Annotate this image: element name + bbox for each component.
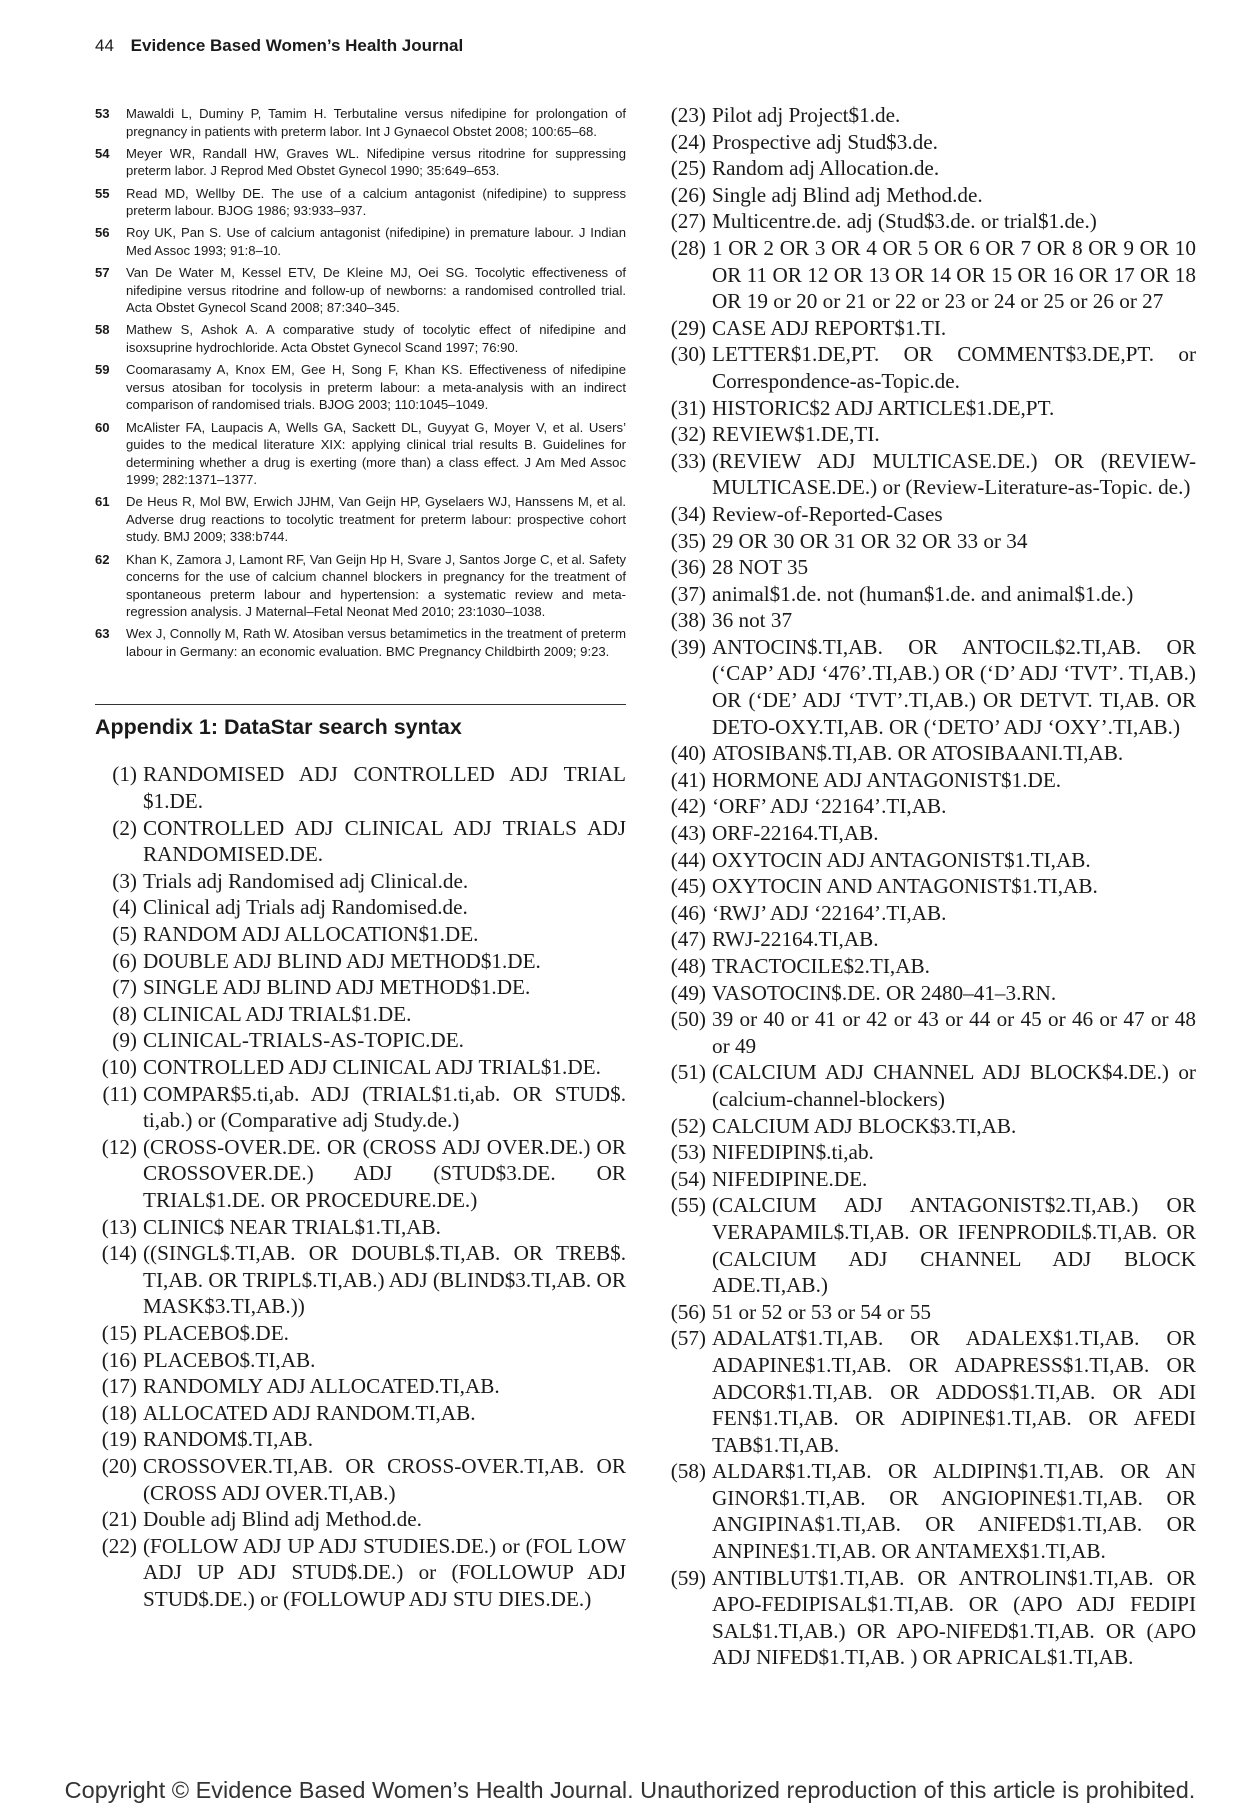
syntax-item	[664, 235, 1196, 315]
reference-number: 59	[95, 362, 110, 378]
syntax-item	[664, 980, 1196, 1007]
syntax-number: (24)	[670, 129, 706, 154]
syntax-number: (6)	[112, 948, 137, 973]
reference-item	[95, 361, 626, 414]
syntax-text: Clinical adj Trials adj Randomised.de.	[143, 895, 468, 920]
syntax-text: Double adj Blind adj Method.de.	[143, 1507, 422, 1532]
syntax-number: (54)	[670, 1166, 706, 1191]
syntax-text: COMPAR$5.ti,ab. ADJ (TRIAL$1.ti,ab. OR STUD$. ti,ab.) or (Comparative adj Study.de.)	[143, 1081, 626, 1133]
syntax-text: RANDOM ADJ ALLOCATION$1.DE.	[143, 922, 479, 947]
reference-item	[95, 551, 626, 621]
syntax-item	[95, 1506, 626, 1533]
syntax-text: (CALCIUM ADJ CHANNEL ADJ BLOCK$4.DE.) or (calcium-channel-blockers)	[712, 1060, 1196, 1111]
syntax-item	[664, 501, 1196, 528]
syntax-item	[664, 873, 1196, 900]
syntax-item	[664, 634, 1196, 740]
syntax-text: DOUBLE ADJ BLIND ADJ METHOD$1.DE.	[143, 948, 541, 973]
syntax-number: (39)	[670, 634, 706, 659]
reference-text: De Heus R, Mol BW, Erwich JJHM, Van Geijn HP, Gyselaers WJ, Hanssens M, et al. Adverse drug reactions to tocolytic treatment for preterm labour: prospective cohort study. BMJ 2009; 338:b744.	[126, 494, 626, 545]
syntax-number: (12)	[101, 1134, 137, 1159]
reference-text: Khan K, Zamora J, Lamont RF, Van Geijn Hp H, Svare J, Santos Jorge C, et al. Safety concerns for the use of calcium channel blockers in pregnancy for the treatment of spontaneous preterm labour and hypertension: a systematic review and meta-regression analysis. J Maternal–Fetal Neonat Med 2010; 23:1030–1038.	[126, 551, 626, 620]
syntax-number: (38)	[670, 608, 706, 633]
syntax-number: (3)	[112, 868, 137, 893]
syntax-number: (59)	[670, 1565, 706, 1590]
reference-number: 62	[95, 551, 110, 567]
syntax-item	[664, 182, 1196, 209]
syntax-text: ‘ORF’ ADJ ‘22164’.TI,AB.	[712, 794, 947, 819]
syntax-number: (9)	[112, 1028, 137, 1053]
syntax-number: (34)	[670, 501, 706, 526]
syntax-number: (49)	[670, 980, 706, 1005]
syntax-text: ATOSIBAN$.TI,AB. OR ATOSIBAANI.TI,AB.	[712, 741, 1124, 766]
syntax-number: (8)	[112, 1001, 137, 1026]
syntax-item	[664, 554, 1196, 581]
journal-title: Evidence Based Women’s Health Journal	[130, 36, 464, 55]
syntax-number: (47)	[670, 927, 706, 952]
syntax-text: animal$1.de. not (human$1.de. and animal$1.de.)	[712, 581, 1134, 606]
reference-text: Roy UK, Pan S. Use of calcium antagonist (nifedipine) in premature labour. J Indian Med Assoc 1993; 91:8–10.	[126, 225, 626, 258]
syntax-item	[664, 581, 1196, 608]
syntax-number: (14)	[101, 1241, 137, 1266]
syntax-number: (41)	[670, 767, 706, 792]
syntax-item	[664, 607, 1196, 634]
syntax-item	[664, 1006, 1196, 1059]
syntax-item	[664, 208, 1196, 235]
syntax-number: (21)	[101, 1507, 137, 1532]
syntax-number: (7)	[112, 975, 137, 1000]
syntax-text: ((SINGL$.TI,AB. OR DOUBL$.TI,AB. OR TREB$. TI,AB. OR TRIPL$.TI,AB.) ADJ (BLIND$3.TI,AB. OR MASK$3.TI,AB.))	[143, 1241, 626, 1319]
reference-text: Van De Water M, Kessel ETV, De Kleine MJ, Oei SG. Tocolytic effectiveness of nifedipine versus ritodrine and follow-up of newborns: a randomised controlled trial. Acta Obstet Gynecol Scand 2008; 87:340–345.	[126, 265, 626, 316]
syntax-item	[95, 1054, 626, 1081]
syntax-number: (51)	[670, 1060, 706, 1085]
syntax-text: CONTROLLED ADJ CLINICAL ADJ TRIALS ADJ RANDOMISED.DE.	[143, 815, 626, 867]
reference-number: 53	[95, 106, 110, 121]
syntax-item	[95, 1347, 626, 1374]
syntax-number: (25)	[670, 156, 706, 181]
reference-number: 61	[95, 494, 110, 510]
reference-text: McAlister FA, Laupacis A, Wells GA, Sackett DL, Guyyat G, Moyer V, et al. Users’ guides to the medical literature XIX: applying clinical trial results B. Guidelines for determining whether a drug is exerting (more than) a class effect. J Am Med Assoc 1999; 282:1371–1377.	[126, 419, 626, 488]
syntax-text: OXYTOCIN ADJ ANTAGONIST$1.TI,AB.	[712, 847, 1091, 872]
reference-number: 57	[95, 265, 110, 281]
reference-item	[95, 224, 626, 259]
syntax-number: (48)	[670, 954, 706, 978]
reference-number: 54	[95, 145, 110, 161]
syntax-number: (46)	[670, 900, 706, 925]
syntax-number: (22)	[101, 1533, 137, 1558]
reference-number: 56	[95, 225, 110, 241]
syntax-text: 1 OR 2 OR 3 OR 4 OR 5 OR 6 OR 7 OR 8 OR 9 OR 10 OR 11 OR 12 OR 13 OR 14 OR 15 OR 16 OR 17 OR 18 OR 19 or 20 or 21 or 22 or 23 or 24 or 25 or 26 or 27	[712, 235, 1196, 314]
reference-item	[95, 105, 626, 140]
syntax-item	[664, 1325, 1196, 1458]
syntax-item	[95, 1533, 626, 1613]
reference-text: Read MD, Wellby DE. The use of a calcium antagonist (nifedipine) to suppress preterm labour. BJOG 1986; 93:933–937.	[126, 185, 626, 219]
syntax-item	[95, 1214, 626, 1241]
reference-text: Mawaldi L, Duminy P, Tamim H. Terbutaline versus nifedipine for prolongation of pregnancy in patients with preterm labor. Int J Gynaecol Obstet 2008; 100:65–68.	[126, 106, 626, 139]
syntax-item	[95, 1001, 626, 1028]
syntax-number: (40)	[670, 741, 706, 766]
syntax-text: ADALAT$1.TI,AB. OR ADALEX$1.TI,AB. OR ADAPINE$1.TI,AB. OR ADAPRESS$1.TI,AB. OR ADCOR$1.TI,AB. OR ADDOS$1.TI,AB. OR ADI FEN$1.TI,AB. OR ADIPINE$1.TI,AB. OR AFEDI TAB$1.TI,AB.	[712, 1326, 1196, 1457]
syntax-item	[664, 953, 1196, 980]
syntax-text: CASE ADJ REPORT$1.TI.	[712, 315, 947, 340]
syntax-item	[95, 1081, 626, 1134]
syntax-text: ORF-22164.TI,AB.	[712, 821, 879, 846]
syntax-item	[664, 528, 1196, 555]
syntax-text: RANDOMISED ADJ CONTROLLED ADJ TRIAL $1.DE.	[143, 762, 626, 814]
syntax-text: ALLOCATED ADJ RANDOM.TI,AB.	[143, 1400, 476, 1425]
syntax-item	[95, 974, 626, 1001]
syntax-number: (1)	[112, 762, 137, 787]
reference-number: 63	[95, 626, 110, 642]
syntax-number: (10)	[101, 1055, 137, 1079]
syntax-number: (44)	[670, 847, 706, 872]
syntax-number: (53)	[670, 1140, 706, 1165]
syntax-text: ANTIBLUT$1.TI,AB. OR ANTROLIN$1.TI,AB. OR APO-FEDIPISAL$1.TI,AB. OR (APO ADJ FEDIPI SAL$1.TI,AB.) OR APO-NIFED$1.TI,AB. OR (APO ADJ NIFED$1.TI,AB. ) OR APRICAL$1.TI,AB.	[712, 1565, 1196, 1670]
syntax-item	[664, 820, 1196, 847]
syntax-item	[664, 421, 1196, 448]
syntax-number: (35)	[670, 528, 706, 553]
syntax-item	[664, 129, 1196, 156]
section-divider	[95, 704, 626, 705]
syntax-number: (16)	[101, 1347, 137, 1372]
syntax-number: (52)	[670, 1113, 706, 1138]
syntax-item	[664, 740, 1196, 767]
reference-item	[95, 625, 626, 660]
syntax-text: VASOTOCIN$.DE. OR 2480–41–3.RN.	[712, 980, 1057, 1005]
syntax-text: RANDOMLY ADJ ALLOCATED.TI,AB.	[143, 1374, 500, 1399]
syntax-number: (11)	[102, 1081, 137, 1106]
syntax-item	[664, 102, 1196, 129]
syntax-item	[664, 1192, 1196, 1298]
syntax-number: (43)	[670, 821, 706, 846]
syntax-number: (27)	[670, 209, 706, 234]
syntax-item	[664, 1565, 1196, 1671]
syntax-item	[95, 921, 626, 948]
syntax-item	[664, 793, 1196, 820]
reference-number: 58	[95, 322, 110, 338]
syntax-number: (29)	[670, 315, 706, 340]
syntax-item	[95, 1027, 626, 1054]
copyright-footer: Copyright © Evidence Based Women’s Health Journal. Unauthorized reproduction of this article is prohibited.	[64, 1777, 1196, 1803]
syntax-text: (CROSS-OVER.DE. OR (CROSS ADJ OVER.DE.) OR CROSSOVER.DE.) ADJ (STUD$3.DE. OR TRIAL$1.DE. OR PROCEDURE.DE.)	[143, 1134, 626, 1212]
syntax-item	[95, 1240, 626, 1320]
syntax-text: 29 OR 30 OR 31 OR 32 OR 33 or 34	[712, 528, 1028, 553]
syntax-item	[664, 341, 1196, 394]
reference-text: Mathew S, Ashok A. A comparative study of tocolytic effect of nifedipine and isoxsuprine hydrochloride. Acta Obstet Gynecol Scand 1997; 76:90.	[126, 322, 626, 355]
syntax-number: (58)	[670, 1459, 706, 1484]
syntax-item	[664, 1059, 1196, 1112]
syntax-number: (55)	[670, 1193, 706, 1218]
syntax-text: PLACEBO$.TI,AB.	[143, 1347, 316, 1372]
syntax-text: CLINICAL-TRIALS-AS-TOPIC.DE.	[143, 1028, 464, 1053]
syntax-item	[95, 894, 626, 921]
syntax-number: (56)	[670, 1299, 706, 1324]
syntax-text: (REVIEW ADJ MULTICASE.DE.) OR (REVIEW-MULTICASE.DE.) or (Review-Literature-as-Topic. de.)	[712, 448, 1196, 500]
syntax-text: NIFEDIPINE.DE.	[712, 1166, 868, 1191]
syntax-text: CALCIUM ADJ BLOCK$3.TI,AB.	[712, 1113, 1017, 1138]
syntax-text: CLINIC$ NEAR TRIAL$1.TI,AB.	[143, 1214, 441, 1239]
search-syntax-list-left	[95, 761, 626, 1612]
syntax-text: ALDAR$1.TI,AB. OR ALDIPIN$1.TI,AB. OR AN GINOR$1.TI,AB. OR ANGIOPINE$1.TI,AB. OR ANGIPINA$1.TI,AB. OR ANIFED$1.TI,AB. OR ANPINE$1.TI,AB. OR ANTAMEX$1.TI,AB.	[712, 1459, 1196, 1564]
syntax-item	[95, 815, 626, 868]
syntax-number: (5)	[112, 922, 137, 947]
syntax-text: LETTER$1.DE,PT. OR COMMENT$3.DE,PT. or Correspondence-as-Topic.de.	[712, 342, 1196, 393]
syntax-item	[664, 900, 1196, 927]
syntax-text: 51 or 52 or 53 or 54 or 55	[712, 1299, 931, 1324]
syntax-text: 28 NOT 35	[712, 555, 809, 580]
syntax-text: Pilot adj Project$1.de.	[712, 103, 901, 127]
syntax-text: 39 or 40 or 41 or 42 or 43 or 44 or 45 or 46 or 47 or 48 or 49	[712, 1007, 1196, 1058]
syntax-item	[664, 315, 1196, 342]
syntax-number: (36)	[670, 555, 706, 580]
syntax-number: (42)	[670, 794, 706, 819]
reference-item	[95, 145, 626, 180]
syntax-number: (18)	[101, 1400, 137, 1425]
reference-text: Coomarasamy A, Knox EM, Gee H, Song F, Khan KS. Effectiveness of nifedipine versus atosiban for tocolysis in preterm labour: a meta-analysis with an indirect comparison of randomised trials. BJOG 2003; 110:1045–1049.	[126, 362, 626, 413]
syntax-text: HISTORIC$2 ADJ ARTICLE$1.DE,PT.	[712, 395, 1055, 420]
syntax-number: (15)	[101, 1320, 137, 1345]
syntax-item	[95, 1426, 626, 1453]
syntax-text: HORMONE ADJ ANTAGONIST$1.DE.	[712, 767, 1062, 792]
syntax-item	[664, 1458, 1196, 1564]
syntax-item	[95, 761, 626, 814]
syntax-item	[664, 155, 1196, 182]
left-column	[95, 105, 626, 1612]
syntax-number: (23)	[670, 103, 706, 127]
reference-item	[95, 185, 626, 220]
syntax-item	[95, 1320, 626, 1347]
search-syntax-list-right	[664, 102, 1196, 1671]
syntax-text: Review-of-Reported-Cases	[712, 501, 943, 526]
syntax-item	[664, 767, 1196, 794]
reference-number: 55	[95, 185, 110, 201]
syntax-number: (32)	[670, 422, 706, 447]
syntax-number: (19)	[101, 1427, 137, 1452]
reference-list	[95, 105, 626, 660]
syntax-number: (13)	[101, 1214, 137, 1239]
syntax-text: Single adj Blind adj Method.de.	[712, 182, 983, 207]
syntax-number: (33)	[670, 448, 706, 473]
syntax-number: (17)	[101, 1374, 137, 1399]
syntax-number: (26)	[670, 182, 706, 207]
syntax-item	[664, 1166, 1196, 1193]
reference-text: Meyer WR, Randall HW, Graves WL. Nifedipine versus ritodrine for suppressing preterm labor. J Reprod Med Obstet Gynecol 1990; 35:649–653.	[126, 145, 626, 179]
syntax-item	[664, 926, 1196, 953]
syntax-text: SINGLE ADJ BLIND ADJ METHOD$1.DE.	[143, 975, 531, 1000]
syntax-text: CLINICAL ADJ TRIAL$1.DE.	[143, 1001, 412, 1026]
reference-number: 60	[95, 419, 110, 435]
right-column	[664, 102, 1196, 1671]
reference-item	[95, 264, 626, 317]
syntax-text: Multicentre.de. adj (Stud$3.de. or trial$1.de.)	[712, 209, 1097, 234]
syntax-text: CROSSOVER.TI,AB. OR CROSS-OVER.TI,AB. OR (CROSS ADJ OVER.TI,AB.)	[143, 1453, 626, 1505]
reference-text: Wex J, Connolly M, Rath W. Atosiban versus betamimetics in the treatment of preterm labour in Germany: an economic evaluation. BMC Pregnancy Childbirth 2009; 9:23.	[126, 626, 626, 659]
syntax-text: 36 not 37	[712, 608, 793, 633]
page-number: 44	[95, 36, 114, 55]
running-header	[95, 36, 463, 56]
syntax-text: NIFEDIPIN$.ti,ab.	[712, 1140, 874, 1165]
syntax-number: (50)	[670, 1007, 706, 1032]
syntax-text: RANDOM$.TI,AB.	[143, 1427, 314, 1452]
syntax-text: ‘RWJ’ ADJ ‘22164’.TI,AB.	[712, 900, 947, 925]
syntax-number: (37)	[670, 581, 706, 606]
syntax-number: (20)	[101, 1453, 137, 1478]
syntax-text: OXYTOCIN AND ANTAGONIST$1.TI,AB.	[712, 874, 1098, 899]
syntax-item	[95, 1400, 626, 1427]
reference-item	[95, 321, 626, 356]
syntax-item	[664, 448, 1196, 501]
syntax-text: Trials adj Randomised adj Clinical.de.	[143, 868, 469, 893]
syntax-item	[664, 1113, 1196, 1140]
syntax-text: (CALCIUM ADJ ANTAGONIST$2.TI,AB.) OR VERAPAMIL$.TI,AB. OR IFENPRODIL$.TI,AB. OR (CALCIUM ADJ CHANNEL ADJ BLOCK ADE.TI,AB.)	[712, 1193, 1196, 1298]
appendix-title: Appendix 1: DataStar search syntax	[95, 715, 462, 740]
syntax-text: (FOLLOW ADJ UP ADJ STUDIES.DE.) or (FOL LOW ADJ UP ADJ STUD$.DE.) or (FOLLOWUP ADJ STUD$.DE.) or (FOLLOWUP ADJ STU DIES.DE.)	[143, 1533, 626, 1611]
syntax-text: TRACTOCILE$2.TI,AB.	[712, 954, 930, 978]
syntax-number: (30)	[670, 342, 706, 367]
syntax-number: (2)	[112, 815, 137, 840]
syntax-text: ANTOCIN$.TI,AB. OR ANTOCIL$2.TI,AB. OR (‘CAP’ ADJ ‘476’.TI,AB.) OR (‘D’ ADJ ‘TVT’. TI,AB.) OR (‘DE’ ADJ ‘TVT’.TI,AB.) OR DETVT. TI,AB. OR DETO-OXY.TI,AB. OR (‘DETO’ ADJ ‘OXY’.TI,AB.)	[712, 634, 1196, 739]
reference-item	[95, 493, 626, 546]
syntax-item	[95, 868, 626, 895]
syntax-item	[95, 1453, 626, 1506]
syntax-number: (57)	[670, 1326, 706, 1351]
syntax-number: (4)	[112, 895, 137, 920]
syntax-item	[664, 395, 1196, 422]
syntax-item	[95, 1134, 626, 1214]
reference-item	[95, 419, 626, 489]
syntax-number: (28)	[670, 235, 706, 260]
syntax-text: Prospective adj Stud$3.de.	[712, 129, 938, 154]
syntax-text: REVIEW$1.DE,TI.	[712, 422, 880, 447]
syntax-text: RWJ-22164.TI,AB.	[712, 927, 879, 952]
syntax-text: CONTROLLED ADJ CLINICAL ADJ TRIAL$1.DE.	[143, 1055, 601, 1079]
syntax-number: (31)	[670, 395, 706, 420]
syntax-number: (45)	[670, 874, 706, 899]
syntax-item	[95, 1373, 626, 1400]
syntax-text: PLACEBO$.DE.	[143, 1320, 289, 1345]
syntax-item	[95, 948, 626, 975]
syntax-item	[664, 847, 1196, 874]
syntax-item	[664, 1139, 1196, 1166]
syntax-text: Random adj Allocation.de.	[712, 156, 940, 181]
syntax-item	[664, 1299, 1196, 1326]
